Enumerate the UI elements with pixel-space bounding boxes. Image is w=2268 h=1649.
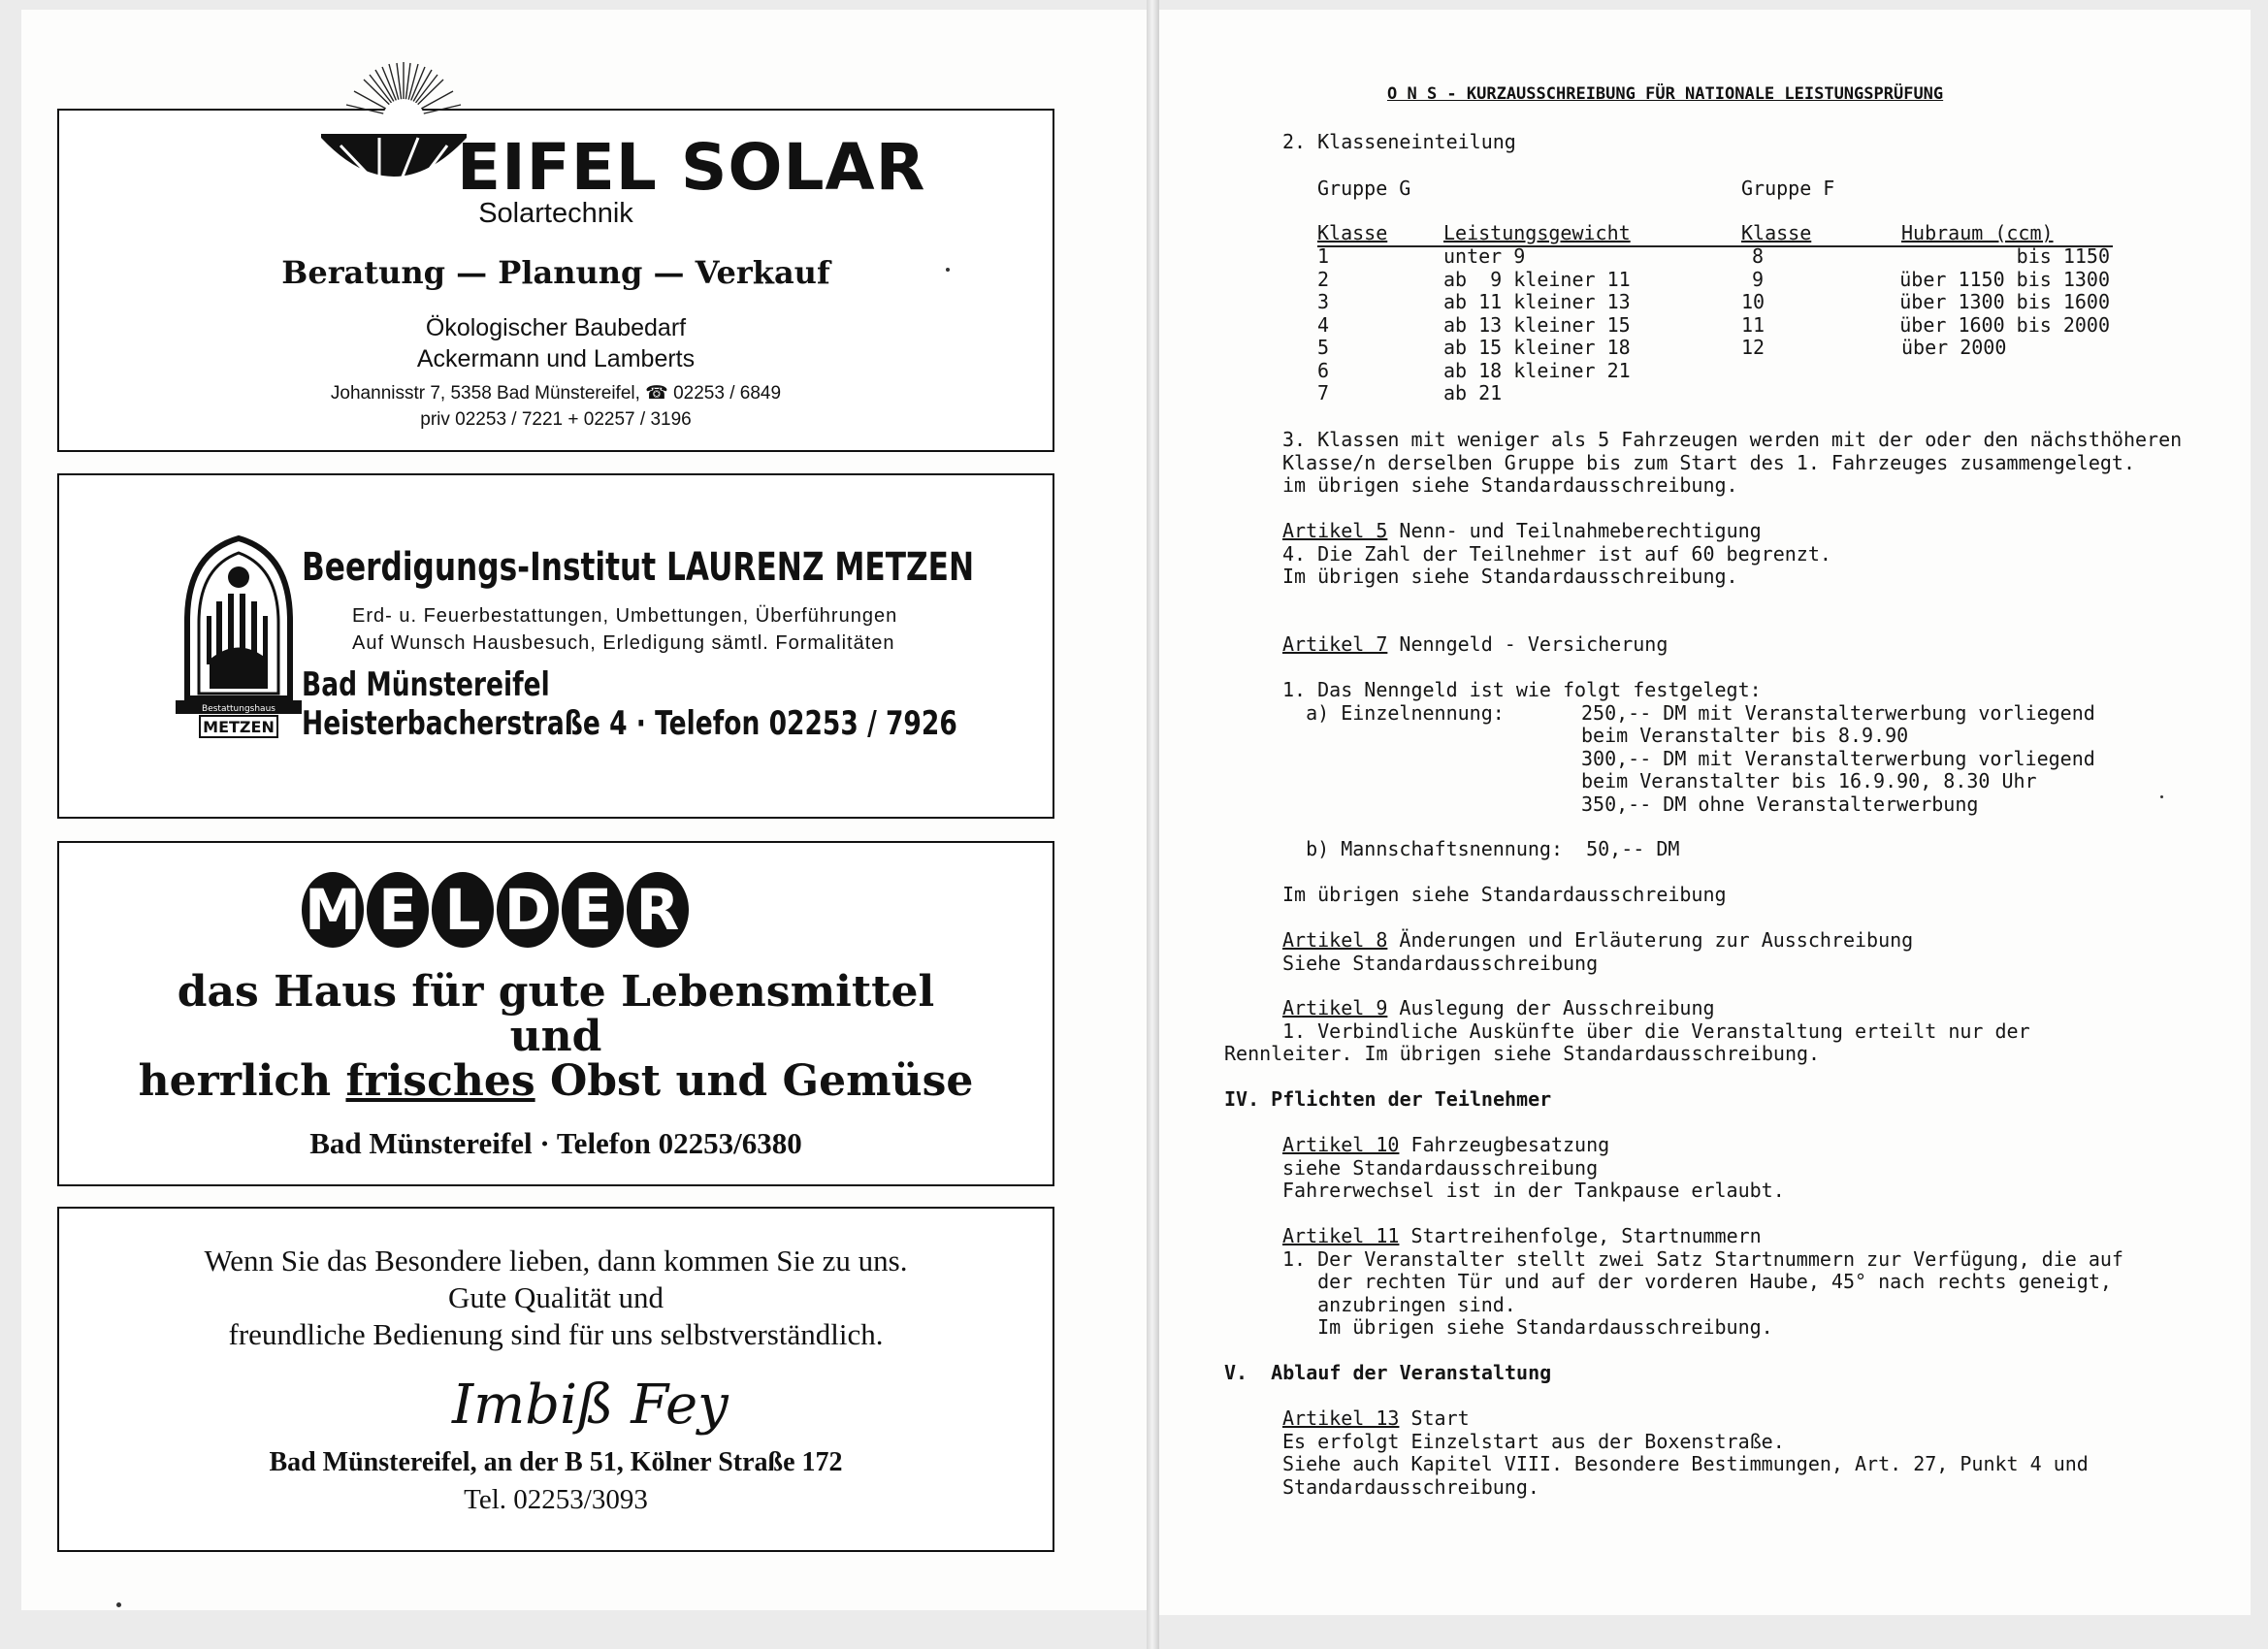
- paragraph: Siehe Standardausschreibung: [1282, 951, 1599, 975]
- table-cell: ab 21: [1443, 381, 1503, 404]
- fee-line: beim Veranstalter bis 8.9.90: [1581, 724, 1909, 747]
- paragraph: Fahrerwechsel ist in der Tankpause erlaubt.: [1282, 1179, 1785, 1202]
- line-owners: Ackermann und Lamberts: [416, 345, 696, 372]
- slogan-line-3: herrlich frisches Obst und Gemüse: [138, 1056, 974, 1106]
- logo-letter: D: [497, 872, 559, 948]
- logo-letter: M: [302, 872, 364, 948]
- logo-letter: E: [367, 872, 429, 948]
- section-title: 2. Klasseneinteilung: [1282, 130, 1516, 153]
- logo-letter: R: [627, 872, 689, 948]
- group-g-heading: Gruppe G: [1317, 177, 1411, 200]
- signature: Imbiß Fey: [452, 1374, 729, 1437]
- table-cell: 10: [1741, 290, 1766, 313]
- table-cell: bis 1150: [2016, 244, 2110, 268]
- table-rule: [1317, 245, 2113, 247]
- paragraph: 1. Der Veranstalter stellt zwei Satz Startnummern zur Verfügung, die auf: [1282, 1246, 2123, 1271]
- table-cell: unter 9: [1443, 244, 1526, 268]
- scan-speck: [946, 268, 950, 272]
- intro-line-3: freundliche Bedienung sind für uns selbstverständlich.: [228, 1317, 884, 1351]
- book-gutter: [1147, 0, 1159, 1649]
- table-cell: ab 18 kleiner 21: [1443, 358, 1631, 382]
- group-f-heading: Gruppe F: [1741, 177, 1835, 200]
- table-cell: ab 9 kleiner 11: [1443, 267, 1631, 291]
- emblem-name: METZEN: [203, 718, 275, 736]
- services-line-2: Auf Wunsch Hausbesuch, Erledigung sämtl. Formalitäten: [352, 632, 895, 654]
- paragraph: 1. Verbindliche Auskünfte über die Veranstaltung erteilt nur der: [1282, 1018, 2030, 1043]
- ad-metzen: [57, 473, 1054, 819]
- services-line: Erd- u. Feuerbestattungen, Umbettungen, Überführungen: [352, 605, 898, 627]
- section-iv-heading: IV. Pflichten der Teilnehmer: [1224, 1087, 1552, 1111]
- paragraph: 4. Die Zahl der Teilnehmer ist auf 60 begrenzt.: [1282, 541, 1831, 566]
- table-cell: ab 11 kleiner 13: [1443, 290, 1631, 313]
- paragraph: Es erfolgt Einzelstart aus der Boxenstraße.: [1282, 1429, 1785, 1453]
- chapel-emblem-icon: [176, 534, 302, 747]
- slogan-line-2: und: [509, 1012, 602, 1061]
- street-phone: Heisterbacherstraße 4 · Telefon 02253 / 7926: [302, 704, 957, 743]
- table-cell: 3: [1317, 290, 1330, 313]
- slogan-line-1: das Haus für gute Lebensmittel: [177, 967, 935, 1017]
- table-cell: ab 13 kleiner 15: [1443, 312, 1631, 337]
- table-cell: 2: [1317, 267, 1330, 291]
- address: Bad Münstereifel, an der B 51, Kölner Straße 172: [269, 1447, 843, 1477]
- paragraph: 1. Das Nenngeld ist wie folgt festgelegt:: [1282, 678, 1762, 701]
- col-hubraum: Hubraum (ccm): [1901, 221, 2054, 244]
- private-phone: priv 02253 / 7221 + 02257 / 3196: [420, 409, 692, 430]
- fee-label-b: b) Mannschaftsnennung: 50,-- DM: [1282, 837, 1680, 860]
- paragraph: Rennleiter. Im übrigen siehe Standardausschreibung.: [1224, 1042, 1821, 1065]
- paragraph: im übrigen siehe Standardausschreibung.: [1282, 473, 1738, 497]
- address: Johannisstr 7, 5358 Bad Münstereifel, ☎ 02253 / 6849: [330, 383, 782, 404]
- table-cell: ab 15 kleiner 18: [1443, 336, 1631, 359]
- fee-line: 300,-- DM mit Veranstalterwerbung vorliegend: [1581, 746, 2095, 770]
- ad-melder: [57, 841, 1054, 1186]
- paragraph: 3. Klassen mit weniger als 5 Fahrzeugen werden mit der oder den nächsthöheren: [1282, 428, 2183, 451]
- col-klasse: Klasse: [1317, 221, 1388, 244]
- section-v-heading: V. Ablauf der Veranstaltung: [1224, 1361, 1552, 1384]
- article-8-heading: Artikel 8 Änderungen und Erläuterung zur Ausschreibung: [1282, 928, 1914, 952]
- table-cell: 7: [1317, 381, 1330, 404]
- col-klasse-f: Klasse: [1741, 221, 1812, 244]
- table-cell: 11: [1741, 312, 1766, 337]
- paragraph: Standardausschreibung.: [1282, 1474, 1539, 1499]
- intro-line-2: Gute Qualität und: [447, 1280, 664, 1314]
- fee-line: beim Veranstalter bis 16.9.90, 8.30 Uhr: [1581, 769, 2037, 792]
- fee-label-a: a) Einzelnennung:: [1282, 700, 1505, 725]
- fee-line: 350,-- DM ohne Veranstalterwerbung: [1581, 792, 1979, 816]
- table-cell: 8: [1752, 244, 1765, 268]
- scan-speck: [2160, 795, 2163, 798]
- paragraph: der rechten Tür und auf der vorderen Haube, 45° nach rechts geneigt,: [1282, 1270, 2112, 1293]
- emblem-banner: Bestattungshaus: [202, 704, 275, 714]
- table-cell: 6: [1317, 358, 1330, 382]
- ad-imbiss-fey: [57, 1207, 1054, 1552]
- ad-eifel-solar: [57, 109, 1054, 452]
- line-baubedarf: Ökologischer Baubedarf: [425, 314, 687, 341]
- table-cell: 12: [1741, 336, 1766, 359]
- fee-line: 250,-- DM mit Veranstalterwerbung vorliegend: [1581, 700, 2095, 725]
- article-9-heading: Artikel 9 Auslegung der Ausschreibung: [1282, 996, 1715, 1019]
- article-7-heading: Artikel 7 Nenngeld - Versicherung: [1282, 632, 1669, 656]
- solar-logo-icon: [321, 60, 467, 196]
- scan-speck: [116, 1602, 121, 1607]
- logo-letter: L: [432, 872, 494, 948]
- paragraph: Im übrigen siehe Standardausschreibung.: [1282, 565, 1738, 588]
- city: Bad Münstereifel: [302, 665, 550, 704]
- article-10-heading: Artikel 10 Fahrzeugbesatzung: [1282, 1133, 1610, 1156]
- table-cell: 9: [1752, 267, 1765, 291]
- paragraph: Im übrigen siehe Standardausschreibung: [1282, 883, 1727, 906]
- col-leistungsgewicht: Leistungsgewicht: [1443, 221, 1631, 244]
- table-cell: 4: [1317, 312, 1330, 337]
- paragraph: Siehe auch Kapitel VIII. Besondere Bestimmungen, Art. 27, Punkt 4 und: [1282, 1452, 2089, 1475]
- paragraph: siehe Standardausschreibung: [1282, 1155, 1599, 1180]
- article-13-heading: Artikel 13 Start: [1282, 1406, 1470, 1430]
- paragraph: Im übrigen siehe Standardausschreibung.: [1282, 1315, 1773, 1339]
- brand-name: EIFEL SOLAR: [457, 130, 926, 205]
- paragraph: anzubringen sind.: [1282, 1292, 1516, 1316]
- contact: Bad Münstereifel · Telefon 02253/6380: [309, 1126, 802, 1160]
- slogan: Beratung — Planung — Verkauf: [281, 254, 830, 291]
- table-cell: über 1300 bis 1600: [1899, 290, 2110, 313]
- table-cell: über 2000: [1901, 336, 2007, 359]
- table-cell: 5: [1317, 336, 1330, 359]
- article-5-heading: Artikel 5 Nenn- und Teilnahmeberechtigung: [1282, 519, 1762, 542]
- brand-subtitle: Solartechnik: [478, 198, 633, 229]
- paragraph: Klasse/n derselben Gruppe bis zum Start des 1. Fahrzeuges zusammengelegt.: [1282, 450, 2135, 474]
- intro-line-1: Wenn Sie das Besondere lieben, dann kommen Sie zu uns.: [204, 1244, 908, 1277]
- logo-letter: E: [562, 872, 624, 948]
- document-header: O N S - KURZAUSSCHREIBUNG FÜR NATIONALE LEISTUNGSPRÜFUNG: [1387, 84, 1944, 104]
- table-cell: über 1150 bis 1300: [1899, 267, 2110, 291]
- table-cell: 1: [1317, 244, 1330, 268]
- melder-logo: [302, 872, 689, 948]
- phone: Tel. 02253/3093: [464, 1484, 648, 1515]
- institute-title: Beerdigungs-Institut LAURENZ METZEN: [302, 545, 975, 590]
- article-11-heading: Artikel 11 Startreihenfolge, Startnummern: [1282, 1224, 1762, 1247]
- table-cell: über 1600 bis 2000: [1899, 312, 2110, 337]
